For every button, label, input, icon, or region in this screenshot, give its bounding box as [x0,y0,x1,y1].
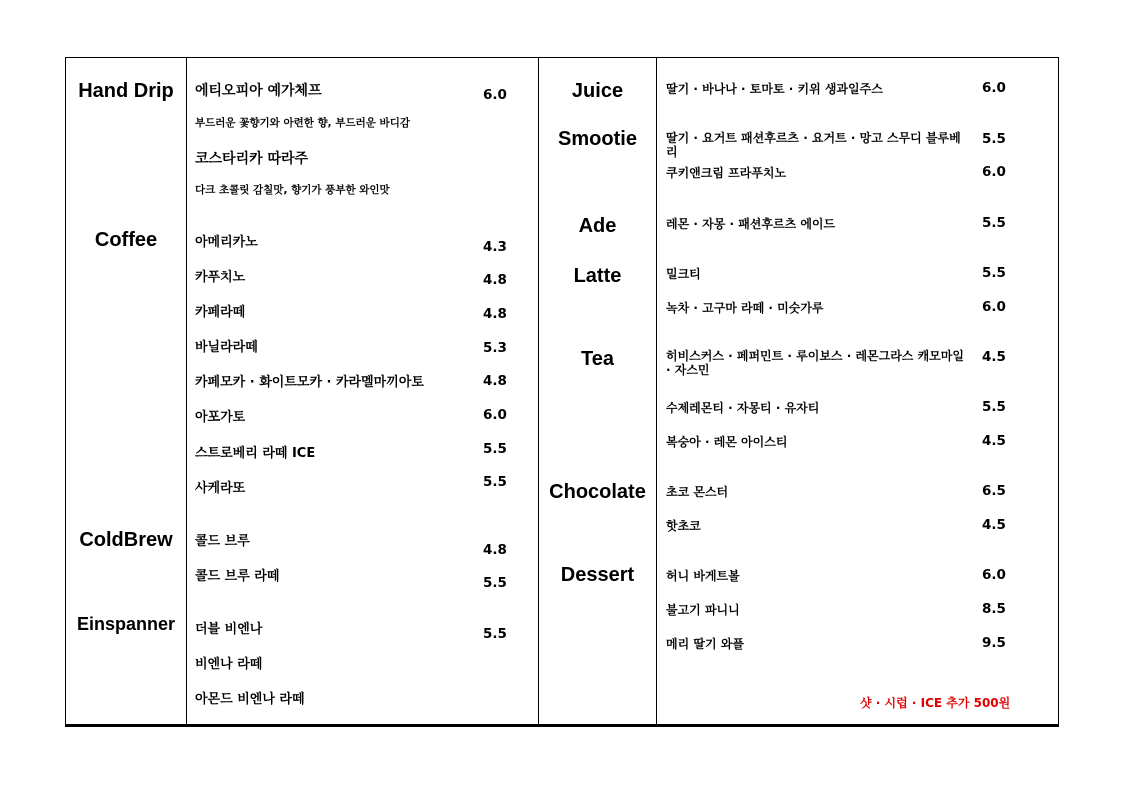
category-hand-drip: Hand Drip [78,80,174,102]
extra-charge-note: 샷 · 시럽 · ICE 추가 500원 [860,696,1011,710]
menu-item: 바닐라라떼 [195,340,258,355]
menu-price: 5.5 [483,441,507,457]
menu-price: 4.8 [483,373,507,389]
menu-description: 다크 초콜릿 감칠맛, 향기가 풍부한 와인맛 [195,184,390,196]
menu-price: 5.5 [483,474,507,490]
category-coldbrew: ColdBrew [79,529,173,551]
menu-item: 코스타리카 따라주 [195,151,309,167]
menu-item: 카페모카 · 화이트모카 · 카라멜마끼아토 [195,375,424,390]
menu-item: 사케라또 [195,481,246,496]
menu-price: 6.0 [982,164,1006,180]
menu-item: 스트로베리 라떼 ICE [195,446,316,461]
category-tea: Tea [581,348,614,370]
menu-price: 9.5 [982,635,1006,651]
menu-item: 카페라떼 [195,305,246,320]
menu-price: 6.0 [483,407,507,423]
menu-item: 핫초코 [666,519,701,533]
menu-price: 6.0 [982,299,1006,315]
menu-price: 4.8 [483,272,507,288]
menu-item: 딸기 · 바나나 · 토마토 · 키위 생과일주스 [666,82,883,96]
category-juice: Juice [571,80,624,102]
category-dessert: Dessert [560,564,635,586]
category-chocolate: Chocolate [549,481,646,503]
category-ade: Ade [578,215,617,237]
category-smootie: Smootie [558,128,637,150]
category-coffee: Coffee [94,229,158,251]
menu-price: 5.5 [982,215,1006,231]
menu-price: 4.3 [483,239,507,255]
menu-item: 카푸치노 [195,270,246,285]
menu-item: 콜드 브루 라떼 [195,569,280,584]
menu-price: 5.5 [982,265,1006,281]
menu-price: 5.3 [483,340,507,356]
menu-price: 8.5 [982,601,1006,617]
menu-item: 초코 몬스터 [666,485,729,499]
menu-item: 에티오피아 예가체프 [195,83,322,99]
menu-price: 5.5 [982,131,1006,147]
menu-item: 녹차 · 고구마 라떼 · 미숫가루 [666,301,824,315]
menu-price: 6.5 [982,483,1006,499]
divider-left [186,57,187,727]
menu-price: 4.5 [982,433,1006,449]
menu-description: 부드러운 꽃향기와 아련한 향, 부드러운 바디감 [195,117,410,129]
menu-item: 히비스커스 · 페퍼민트 · 루이보스 · 레몬그라스 캐모마일 · 자스민 [666,349,964,377]
menu-price: 4.5 [982,349,1006,365]
menu-price: 4.8 [483,542,507,558]
menu-item: 밀크티 [666,267,701,281]
menu-price: 5.5 [483,575,507,591]
divider-right [656,57,657,727]
menu-price: 4.5 [982,517,1006,533]
menu-item: 수제레몬티 · 자몽티 · 유자티 [666,401,820,415]
menu-item: 아포가토 [195,410,246,425]
menu-price: 4.8 [483,306,507,322]
menu-price: 5.5 [982,399,1006,415]
category-einspanner: Einspanner [76,614,176,634]
menu-item: 더블 비엔나 [195,622,263,637]
menu-item: 비엔나 라떼 [195,657,263,672]
menu-item: 레몬 · 자몽 · 패션후르츠 에이드 [666,217,836,231]
menu-item: 아메리카노 [195,235,258,250]
menu-price: 6.0 [982,567,1006,583]
menu-item: 허니 바게트볼 [666,569,740,583]
menu-price: 6.0 [483,87,507,103]
menu-item: 콜드 브루 [195,534,250,549]
divider-center [538,57,539,727]
menu-item: 아몬드 비엔나 라떼 [195,692,305,707]
menu-item: 복숭아 · 레몬 아이스티 [666,435,788,449]
category-latte: Latte [573,265,622,287]
menu-item: 불고기 파니니 [666,603,740,617]
menu-item: 딸기 · 요거트 패션후르츠 · 요거트 · 망고 스무디 블루베리 [666,131,961,159]
menu-price: 5.5 [483,626,507,642]
menu-price: 6.0 [982,80,1006,96]
menu-item: 메리 딸기 와플 [666,637,744,651]
menu-item: 쿠키앤크림 프라푸치노 [666,166,787,180]
